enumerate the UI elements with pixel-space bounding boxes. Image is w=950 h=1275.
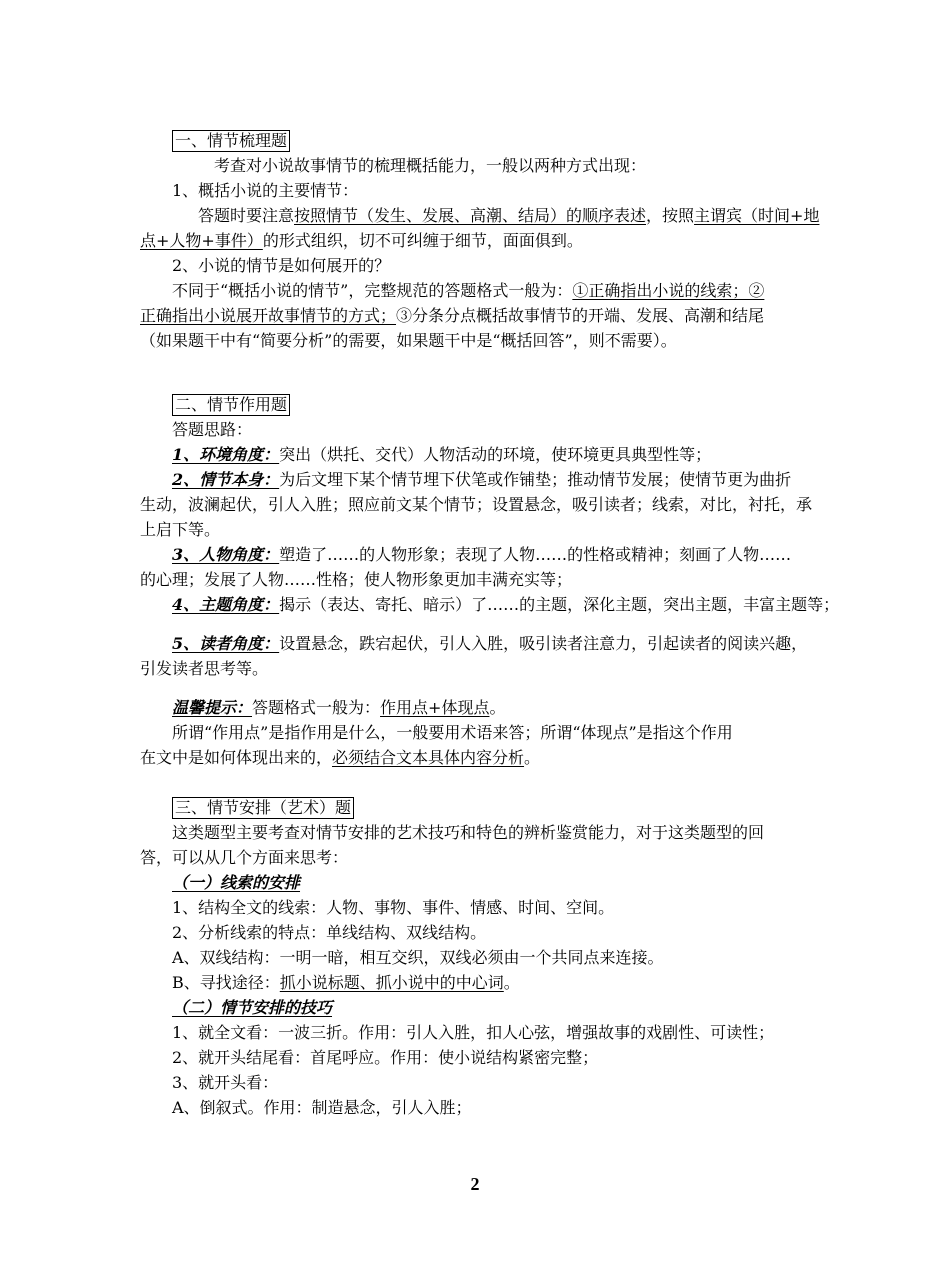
section3-skill-a: A、倒叙式。作用：制造悬念，引人入胜； xyxy=(172,1098,472,1117)
section2-tip: 温馨提示：答题格式一般为：作用点+体现点。 xyxy=(172,698,506,717)
section3-skill-2: 2、就开头结尾看：首尾呼应。作用：使小说结构紧密完整； xyxy=(172,1048,599,1067)
section1-item1-title: 1、概括小说的主要情节： xyxy=(172,181,359,200)
section1-heading: 一、情节梳理题 xyxy=(172,130,290,152)
section1-item2-title: 2、小说的情节是如何展开的？ xyxy=(172,256,391,275)
section2-tip-para-line1: 所谓“作用点”是指作用是什么，一般要用术语来答；所谓“体现点”是指这个作用 xyxy=(172,723,733,742)
section1-item2-para-line1: 不同于“概括小说的情节”，完整规范的答题格式一般为：①正确指出小说的线索；② xyxy=(172,281,765,300)
section2-angle4: 4、主题角度：揭示（表达、寄托、暗示）了……的主题，深化主题，突出主题，丰富主题等； xyxy=(172,595,840,614)
section1-heading-line xyxy=(140,128,820,153)
section3-intro-line1: 这类题型主要考查对情节安排的艺术技巧和特色的辨析鉴赏能力，对于这类题型的回 xyxy=(172,823,765,842)
section1-item2-para-line3: （如果题干中有“简要分析”的需要，如果题干中是“概括回答”，则不需要）。 xyxy=(140,331,677,350)
section3-clue-2: 2、分析线索的特点：单线结构、双线结构。 xyxy=(172,923,487,942)
section2-angle2-line3: 上启下等。 xyxy=(140,520,221,539)
section1-item1-para-line2: 点+人物+事件）的形式组织，切不可纠缠于细节，面面俱到。 xyxy=(140,231,583,250)
section2-angle5-line1: 5、读者角度：设置悬念，跌宕起伏，引人入胜，吸引读者注意力，引起读者的阅读兴趣， xyxy=(172,634,808,653)
section3-intro-line2: 答，可以从几个方面来思考： xyxy=(140,848,349,867)
section3-skill-3: 3、就开头看： xyxy=(172,1073,279,1092)
section2-angle2-line2: 生动，波澜起伏，引人入胜；照应前文某个情节；设置悬念，吸引读者；线索，对比，衬托，承 xyxy=(140,495,813,514)
section2-heading: 二、情节作用题 xyxy=(172,394,290,416)
section2-angle3-line1: 3、人物角度：塑造了……的人物形象；表现了人物……的性格或精神；刻画了人物…… xyxy=(172,545,792,564)
section2-tip-para-line2: 在文中是如何体现出来的，必须结合文本具体内容分析。 xyxy=(140,748,541,767)
section1-item2-para-line2: 正确指出小说展开故事情节的方式；③分条分点概括故事情节的开端、发展、高潮和结尾 xyxy=(140,306,765,325)
section2-heading-line xyxy=(140,392,820,417)
section2-thinking: 答题思路： xyxy=(172,420,253,439)
section3-heading-line xyxy=(140,795,820,820)
section2-angle1: 1、环境角度：突出（烘托、交代）人物活动的环境，使环境更具典型性等； xyxy=(172,445,712,464)
page-number: 2 xyxy=(470,1174,480,1194)
section1-item1-para-line1: 答题时要注意按照情节（发生、发展、高潮、结局）的顺序表述，按照主谓宾（时间+地 xyxy=(198,206,820,225)
section3-heading: 三、情节安排（艺术）题 xyxy=(172,797,354,819)
section3-clue-b: B、寻找途径：抓小说标题、抓小说中的中心词。 xyxy=(172,973,520,992)
section3-subheading2: （二）情节安排的技巧 xyxy=(172,998,333,1017)
section2-angle3-line2: 的心理；发展了人物……性格；使人物形象更加丰满充实等； xyxy=(140,570,573,589)
section3-skill-1: 1、就全文看：一波三折。作用：引人入胜，扣人心弦，增强故事的戏剧性、可读性； xyxy=(172,1023,775,1042)
section2-angle2-line1: 2、情节本身：为后文埋下某个情节埋下伏笔或作铺垫；推动情节发展；使情节更为曲折 xyxy=(172,470,792,489)
section3-subheading1: （一）线索的安排 xyxy=(172,873,301,892)
section3-clue-1: 1、结构全文的线索：人物、事物、事件、情感、时间、空间。 xyxy=(172,898,615,917)
section3-clue-a: A、双线结构：一明一暗，相互交织，双线必须由一个共同点来连接。 xyxy=(172,948,664,967)
section1-intro: 考查对小说故事情节的梳理概括能力，一般以两种方式出现： xyxy=(214,156,647,175)
document-body xyxy=(140,128,840,1120)
section2-angle5-line2: 引发读者思考等。 xyxy=(140,659,269,678)
